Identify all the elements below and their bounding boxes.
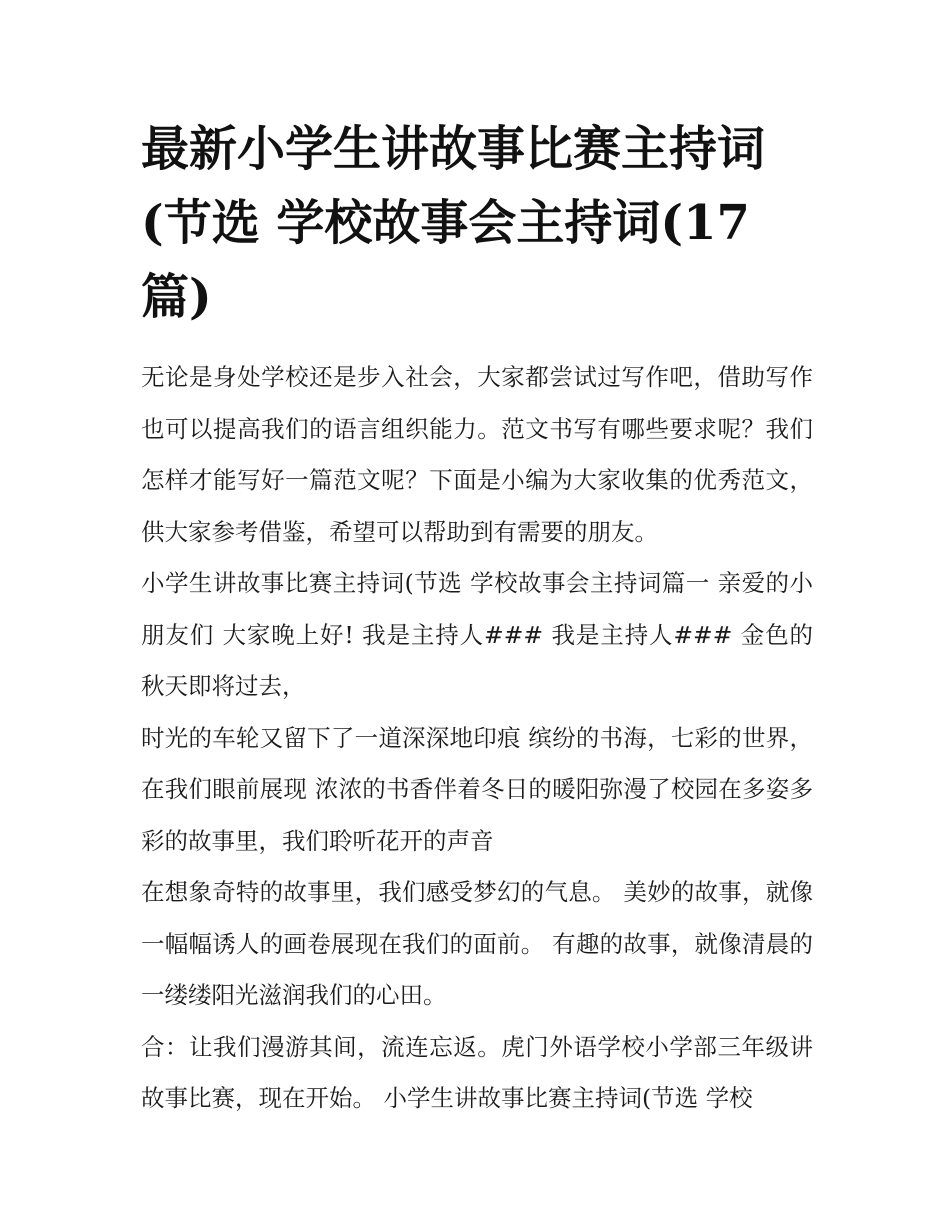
intro-paragraph: 无论是身处学校还是步入社会，大家都尝试过写作吧，借助写作也可以提高我们的语言组织能力。范文书写有哪些要求呢？我们怎样才能写好一篇范文呢？下面是小编为大家收集的优秀范文，供大家参考借鉴，希望可以帮助到有需要的朋友。	[141, 363, 813, 546]
closing-paragraph: 合：让我们漫游其间，流连忘返。虎门外语学校小学部三年级讲故事比赛，现在开始。 小学生讲故事比赛主持词(节选 学校	[141, 1032, 813, 1112]
opening-paragraph: 小学生讲故事比赛主持词(节选 学校故事会主持词篇一 亲爱的小朋友们 大家晚上好! 我是主持人### 我是主持人### 金色的秋天即将过去，	[141, 569, 813, 700]
body-paragraph: 时光的车轮又留下了一道深深地印痕 缤纷的书海，七彩的世界，在我们眼前展现 浓浓的书香伴着冬日的暖阳弥漫了校园在多姿多彩的故事里，我们聆听花开的声音	[141, 723, 813, 855]
document-body	[141, 112, 813, 1125]
document-title: 最新小学生讲故事比赛主持词(节选 学校故事会主持词(17篇)	[141, 121, 766, 325]
body-paragraph: 在想象奇特的故事里，我们感受梦幻的气息。 美妙的故事，就像一幅幅诱人的画卷展现在我们的面前。 有趣的故事，就像清晨的一缕缕阳光滋润我们的心田。	[141, 878, 813, 1009]
